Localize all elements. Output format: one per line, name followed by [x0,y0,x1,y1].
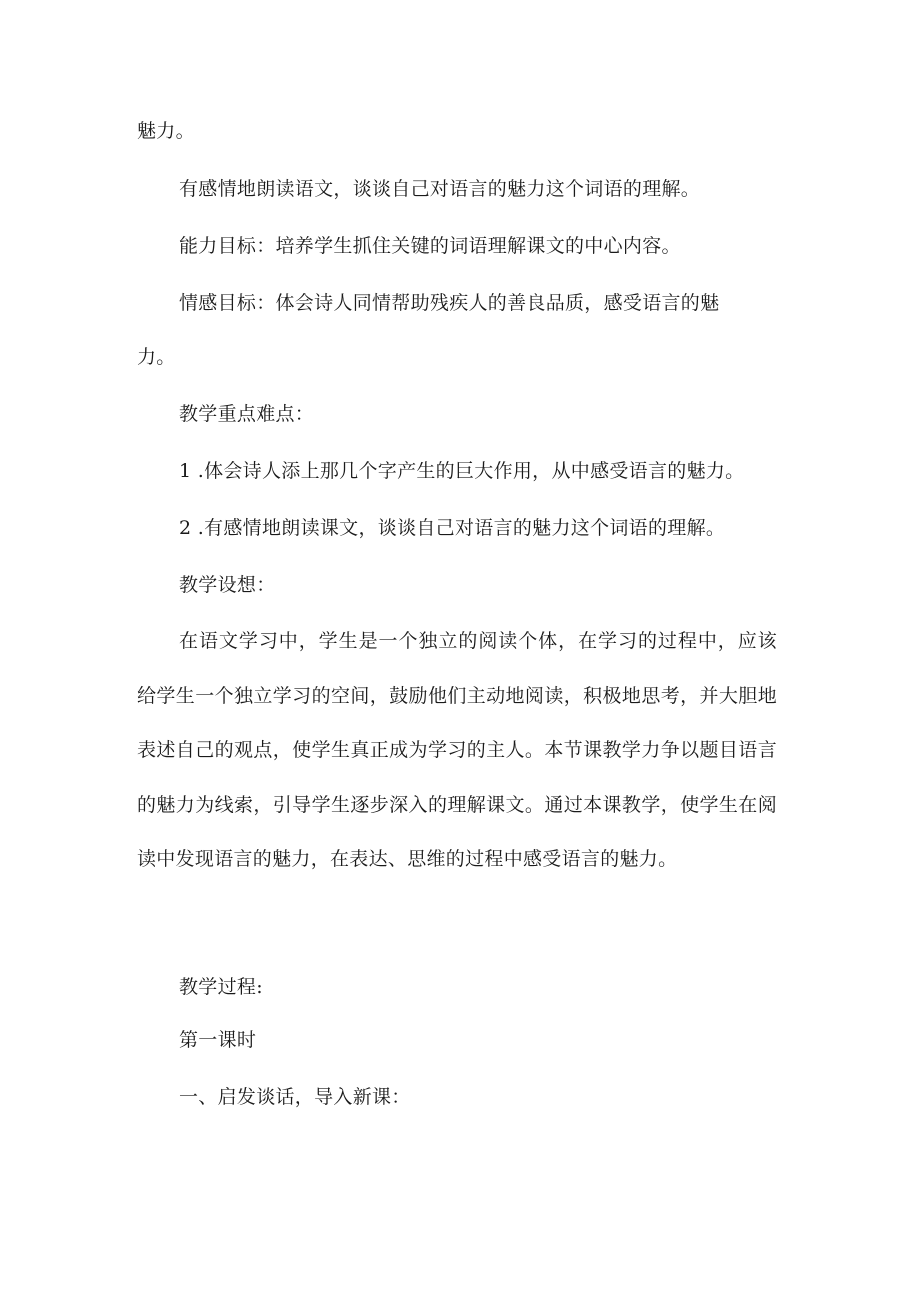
lesson-label: 第一课时 [179,1029,257,1051]
key-point-2: 2 .有感情地朗读课文，谈谈自己对语言的魅力这个词语的理解。 [179,517,726,539]
design-heading: 教学设想： [179,574,276,596]
reading-goal: 有感情地朗读语文，谈谈自己对语言的魅力这个词语的理解。 [179,178,701,200]
design-paragraph: 在语文学习中，学生是一个独立的阅读个体，在学习的过程中，应该给学生一个独立学习的空间，鼓励他们主动地阅读，积极地思考，并大胆地表述自己的观点，使学生真正成为学习的主人。本节课教学力争以题目语言的魅力为线索，引导学生逐步深入的理解课文。通过本课教学，使学生在阅读中发现语言的魅力，在表达、思维的过程中感受语言的魅力。 [137,630,777,871]
continuation-text: 魅力。 [137,120,195,142]
emotion-goal-line-2: 力。 [137,346,176,368]
step-one-heading: 一、启发谈话，导入新课： [179,1086,411,1108]
emotion-goal-line-1: 情感目标：体会诗人同情帮助残疾人的善良品质，感受语言的魅 [179,292,720,314]
ability-goal: 能力目标：培养学生抓住关键的词语理解课文的中心内容。 [179,235,681,257]
key-points-heading: 教学重点难点： [179,403,315,425]
key-point-1: 1 .体会诗人添上那几个字产生的巨大作用，从中感受语言的魅力。 [179,460,745,482]
process-heading: 教学过程: [179,976,263,998]
